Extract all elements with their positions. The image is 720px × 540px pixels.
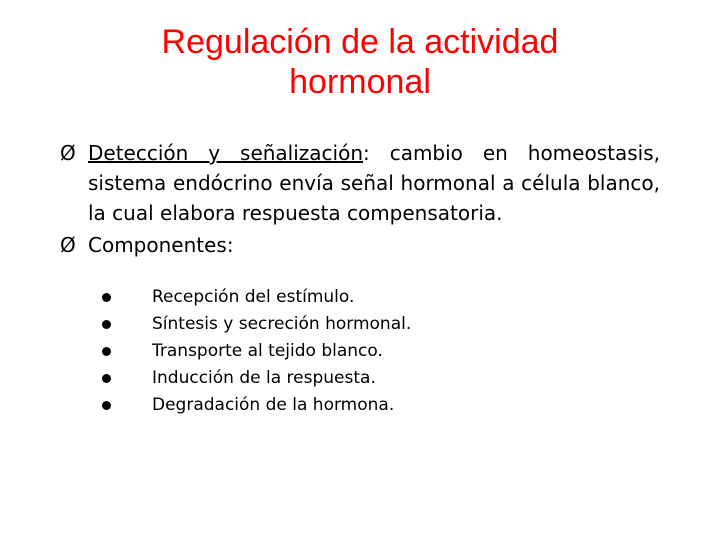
dot-bullet-icon xyxy=(102,320,111,329)
arrow-bullet-icon: Ø xyxy=(60,141,76,165)
bullet-term: Detección y señalización xyxy=(88,141,364,165)
list-item-text: Síntesis y secreción hormonal. xyxy=(152,314,412,334)
list-item xyxy=(92,365,612,392)
bullet-detection xyxy=(60,138,660,228)
bullet-body xyxy=(88,230,660,260)
list-item-text: Degradación de la hormona. xyxy=(152,395,395,415)
bullet-list xyxy=(60,138,660,262)
list-item xyxy=(92,338,612,365)
components-list xyxy=(92,284,612,419)
dot-bullet-icon xyxy=(102,374,111,383)
bullet-text: : cambio en homeostasis, sistema endócrino envía señal hormonal a célula blanco, la cual elabora respuesta compensatoria. xyxy=(88,141,660,225)
title-line-1: Regulación de la actividad xyxy=(161,23,559,61)
list-item-text: Inducción de la respuesta. xyxy=(152,368,376,388)
slide-title xyxy=(60,22,660,102)
list-item-text: Recepción del estímulo. xyxy=(152,287,355,307)
list-item-text: Transporte al tejido blanco. xyxy=(152,341,383,361)
arrow-bullet-icon: Ø xyxy=(60,233,76,257)
dot-bullet-icon xyxy=(102,401,111,410)
bullet-body xyxy=(88,138,660,228)
bullet-text: Componentes: xyxy=(88,233,234,257)
list-item xyxy=(92,392,612,419)
bullet-components xyxy=(60,230,660,260)
list-item xyxy=(92,311,612,338)
dot-bullet-icon xyxy=(102,347,111,356)
title-line-2: hormonal xyxy=(289,63,431,101)
dot-bullet-icon xyxy=(102,293,111,302)
list-item xyxy=(92,284,612,311)
